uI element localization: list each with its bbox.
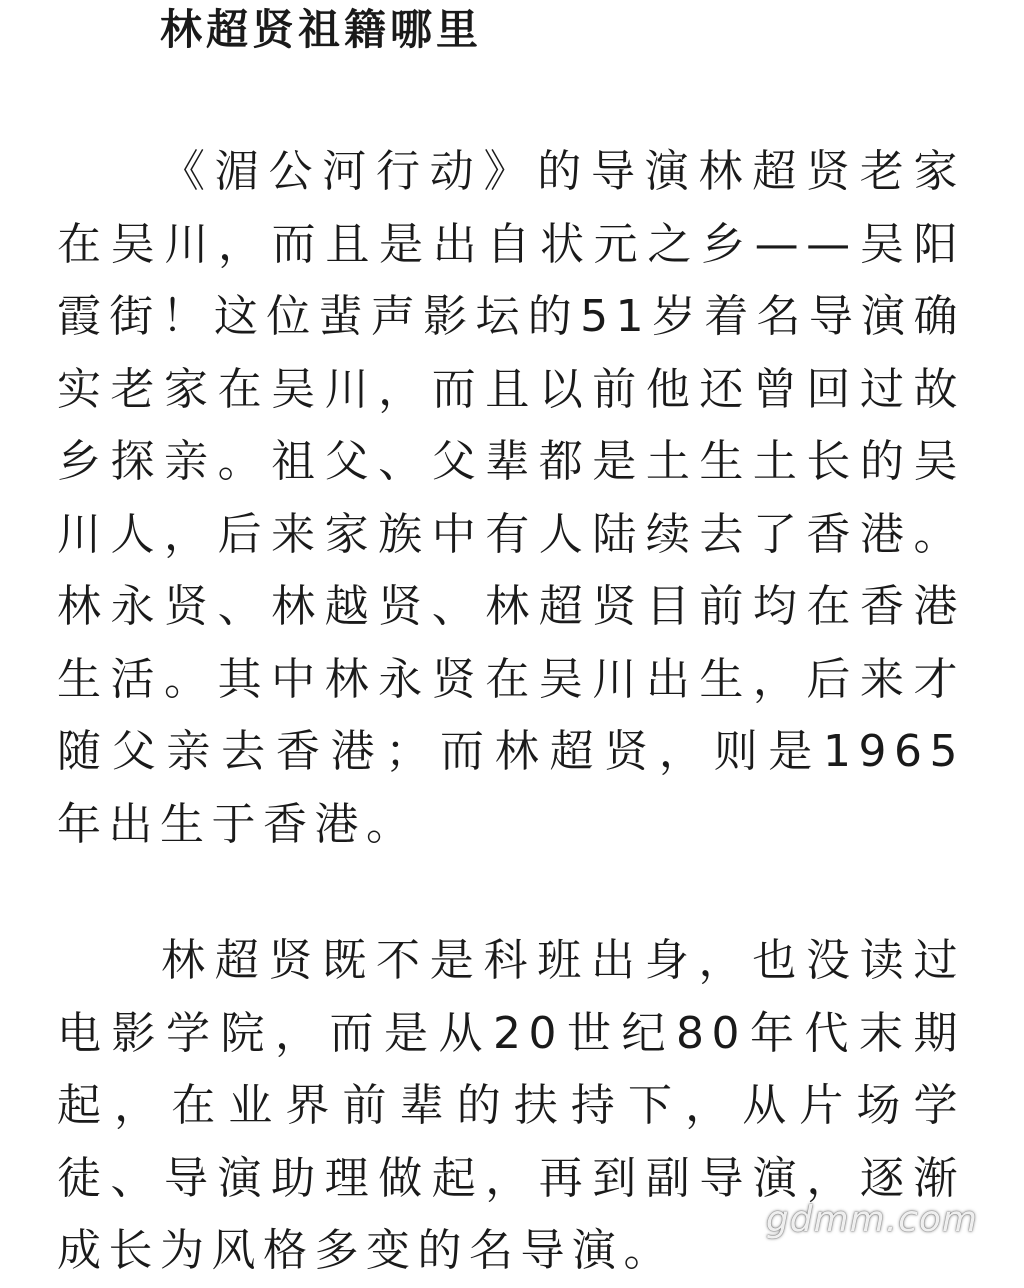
- article-paragraph-1: 《湄公河行动》的导演林超贤老家在吴川，而且是出自状元之乡——吴阳霞街！这位蜚声影坛的51岁着名导演确实老家在吴川，而且以前他还曾回过故乡探亲。祖父、父辈都是土生土长的吴川人，后来家族中有人陆续去了香港。林永贤、林越贤、林超贤目前均在香港生活。其中林永贤在吴川出生，后来才随父亲去香港；而林超贤，则是1965年出生于香港。: [57, 146, 965, 850]
- article-title: 林超贤祖籍哪里: [160, 5, 483, 54]
- site-watermark: gdmm.com: [765, 1199, 978, 1240]
- article-paragraph-2: 林超贤既不是科班出身，也没读过电影学院，而是从20世纪80年代末期起，在业界前辈的扶持下，从片场学徒、导演助理做起，再到副导演，逐渐成长为风格多变的名导演。: [57, 935, 965, 1276]
